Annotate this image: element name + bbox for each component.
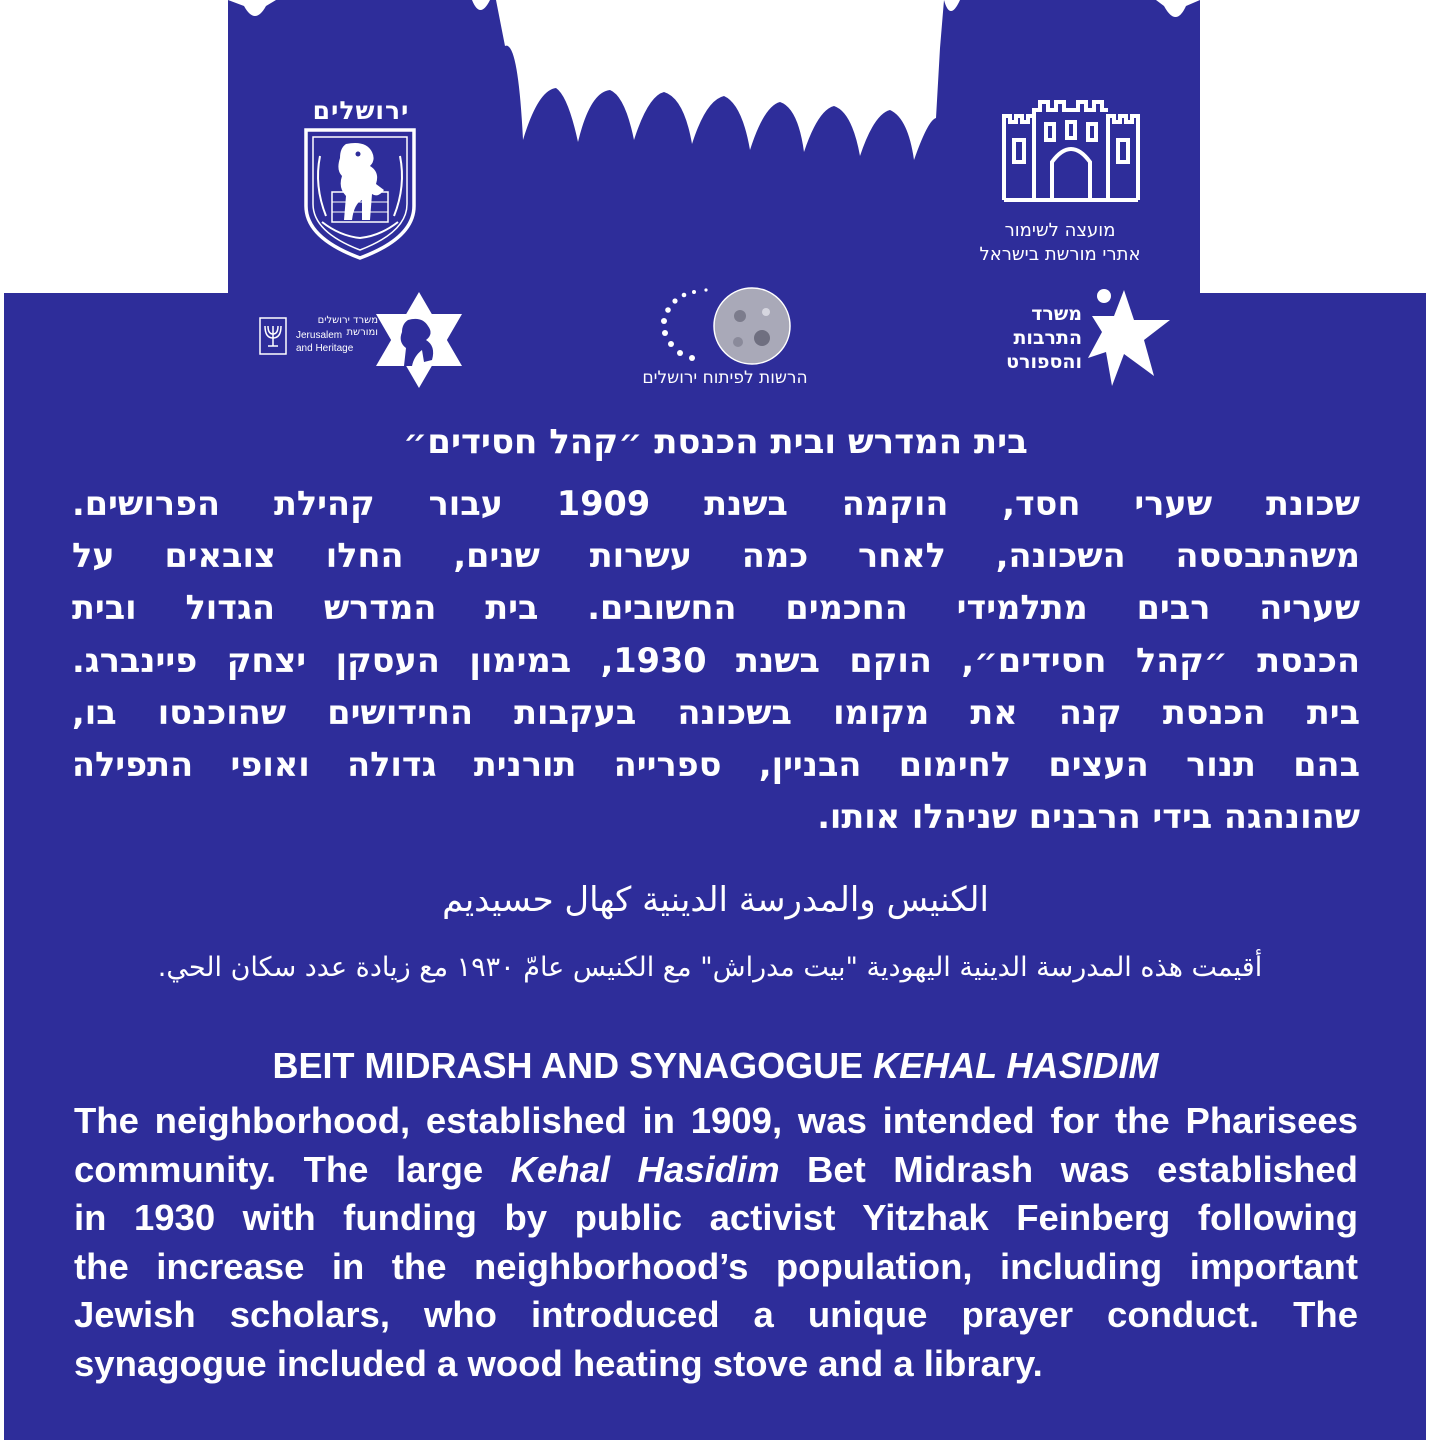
hebrew-title: בית המדרש ובית הכנסת ״קהל חסידים״ bbox=[403, 422, 1028, 462]
ministry-he-line2: ומורשת bbox=[346, 327, 378, 338]
heritage-council-line1: מועצה לשימור bbox=[1004, 220, 1116, 241]
arabic-paragraph: أقيمت هذه المدرسة الدينية اليهودية "بيت مدراش" مع الكنيس عامّ ١٩٣٠ مع زيادة عدد سكان الحي. bbox=[157, 952, 1263, 983]
english-line: synagogue included a wood heating stove and a library. bbox=[74, 1342, 1043, 1384]
english-line: The neighborhood, established in 1909, was intended for the Pharisees bbox=[74, 1100, 1358, 1141]
star-figure-icon bbox=[1084, 286, 1174, 390]
english-paragraph bbox=[74, 1097, 1358, 1388]
development-authority-label: הרשות לפיתוח ירושלים bbox=[642, 368, 808, 388]
english-title-plain: BEIT MIDRASH AND SYNAGOGUE bbox=[272, 1045, 874, 1086]
culture-ministry-line2: התרבות bbox=[1013, 327, 1082, 349]
star-of-david-lion-icon bbox=[372, 290, 466, 390]
ministry-en-line1: Jerusalem bbox=[296, 330, 343, 341]
hebrew-line: בית הכנסת קנה את מקומו בשכונה בעקבות החידושים שהוכנסו בו, bbox=[72, 692, 1360, 732]
jerusalem-label: ירושלים bbox=[312, 96, 410, 125]
english-line2-start: community. The large bbox=[74, 1148, 511, 1190]
moon-dots-icon bbox=[654, 286, 800, 366]
arabic-title: الكنيس والمدرسة الدينية كهال حسيديم bbox=[442, 880, 989, 920]
hebrew-line: שעריה רבים מתלמידי החכמים החשובים. בית המדרש הגדול ובית bbox=[72, 588, 1360, 628]
heritage-council-line2: אתרי מורשת בישראל bbox=[979, 244, 1141, 265]
english-line2-italic: Kehal Hasidim bbox=[510, 1148, 780, 1190]
ministry-en-line2: and Heritage bbox=[296, 343, 354, 354]
jerusalem-lion-emblem-icon bbox=[300, 126, 420, 262]
english-title-italic: KEHAL HASIDIM bbox=[873, 1045, 1159, 1086]
english-line: Jewish scholars, who introduced a unique prayer conduct. The bbox=[74, 1294, 1358, 1335]
english-title bbox=[0, 1045, 1431, 1087]
hebrew-paragraph bbox=[72, 478, 1360, 843]
english-line2-end: Bet Midrash was established bbox=[779, 1148, 1358, 1190]
hebrew-line: הכנסת ״קהל חסידים״, הוקם בשנת 1930, במימון העסקן יצחק פיינברג. bbox=[72, 640, 1360, 680]
hebrew-line: שהונהגה בידי הרבנים שניהלו אותו. bbox=[817, 797, 1360, 837]
ministry-he-line1: משרד ירושלים bbox=[317, 315, 378, 326]
culture-ministry-line1: משרד bbox=[1031, 303, 1082, 325]
hebrew-line: משהתבססה השכונה, לאחר כמה עשרות שנים, החלו צובאים על bbox=[72, 536, 1360, 576]
culture-ministry-line3: והספורט bbox=[1006, 351, 1082, 373]
hebrew-line: שכונת שערי חסד, הוקמה בשנת 1909 עבור קהילת הפרושים. bbox=[72, 484, 1360, 523]
heritage-building-icon bbox=[1000, 96, 1142, 204]
hebrew-line: בהם תנור העצים לחימום הבניין, ספרייה תורנית גדולה ואופי התפילה bbox=[72, 745, 1360, 785]
english-line: the increase in the neighborhood’s population, including important bbox=[74, 1245, 1358, 1287]
menorah-emblem-icon bbox=[258, 316, 288, 356]
english-line: in 1930 with funding by public activist Yitzhak Feinberg following bbox=[74, 1197, 1358, 1238]
english-line bbox=[74, 1146, 1358, 1195]
